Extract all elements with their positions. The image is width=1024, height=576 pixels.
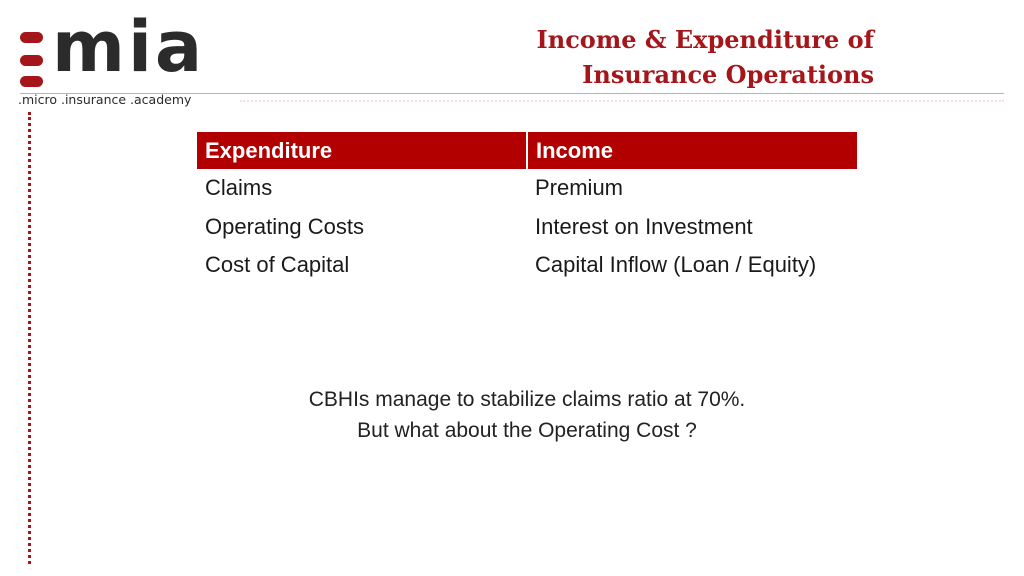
expenditure-cell: Claims [205,175,273,201]
income-cell: Interest on Investment [535,213,753,239]
column-header-expenditure: Expenditure [197,132,527,169]
logo-dots-icon [20,32,44,88]
table-row [197,246,857,285]
income-cell: Capital Inflow (Loan / Equity) [535,252,817,278]
left-dotted-border [28,112,31,564]
expenditure-cell: Cost of Capital [205,252,350,278]
slide-title-line-1: Income & Expenditure of [536,25,874,54]
logo-wordmark: mia [52,6,206,88]
table-header-row [197,132,857,169]
table-row [197,169,857,208]
logo-tagline: .micro .insurance .academy [18,92,192,107]
logo-dot [20,76,43,87]
table-row [197,208,857,247]
header-divider [20,93,1004,94]
expenditure-cell: Operating Costs [205,213,364,239]
header-dotted-divider [240,100,1004,102]
slide-title [537,22,874,92]
logo-dot [20,55,43,66]
logo-dot [20,32,43,43]
income-cell: Premium [535,175,624,201]
column-header-income: Income [527,132,857,169]
note-line-2: But what about the Operating Cost ? [357,419,697,442]
note-line-1: CBHIs manage to stabilize claims ratio at 70%. [308,388,746,411]
body-note [200,384,854,446]
mia-logo [18,6,228,110]
slide-title-line-2: Insurance Operations [582,60,874,89]
income-expenditure-table [197,132,857,285]
